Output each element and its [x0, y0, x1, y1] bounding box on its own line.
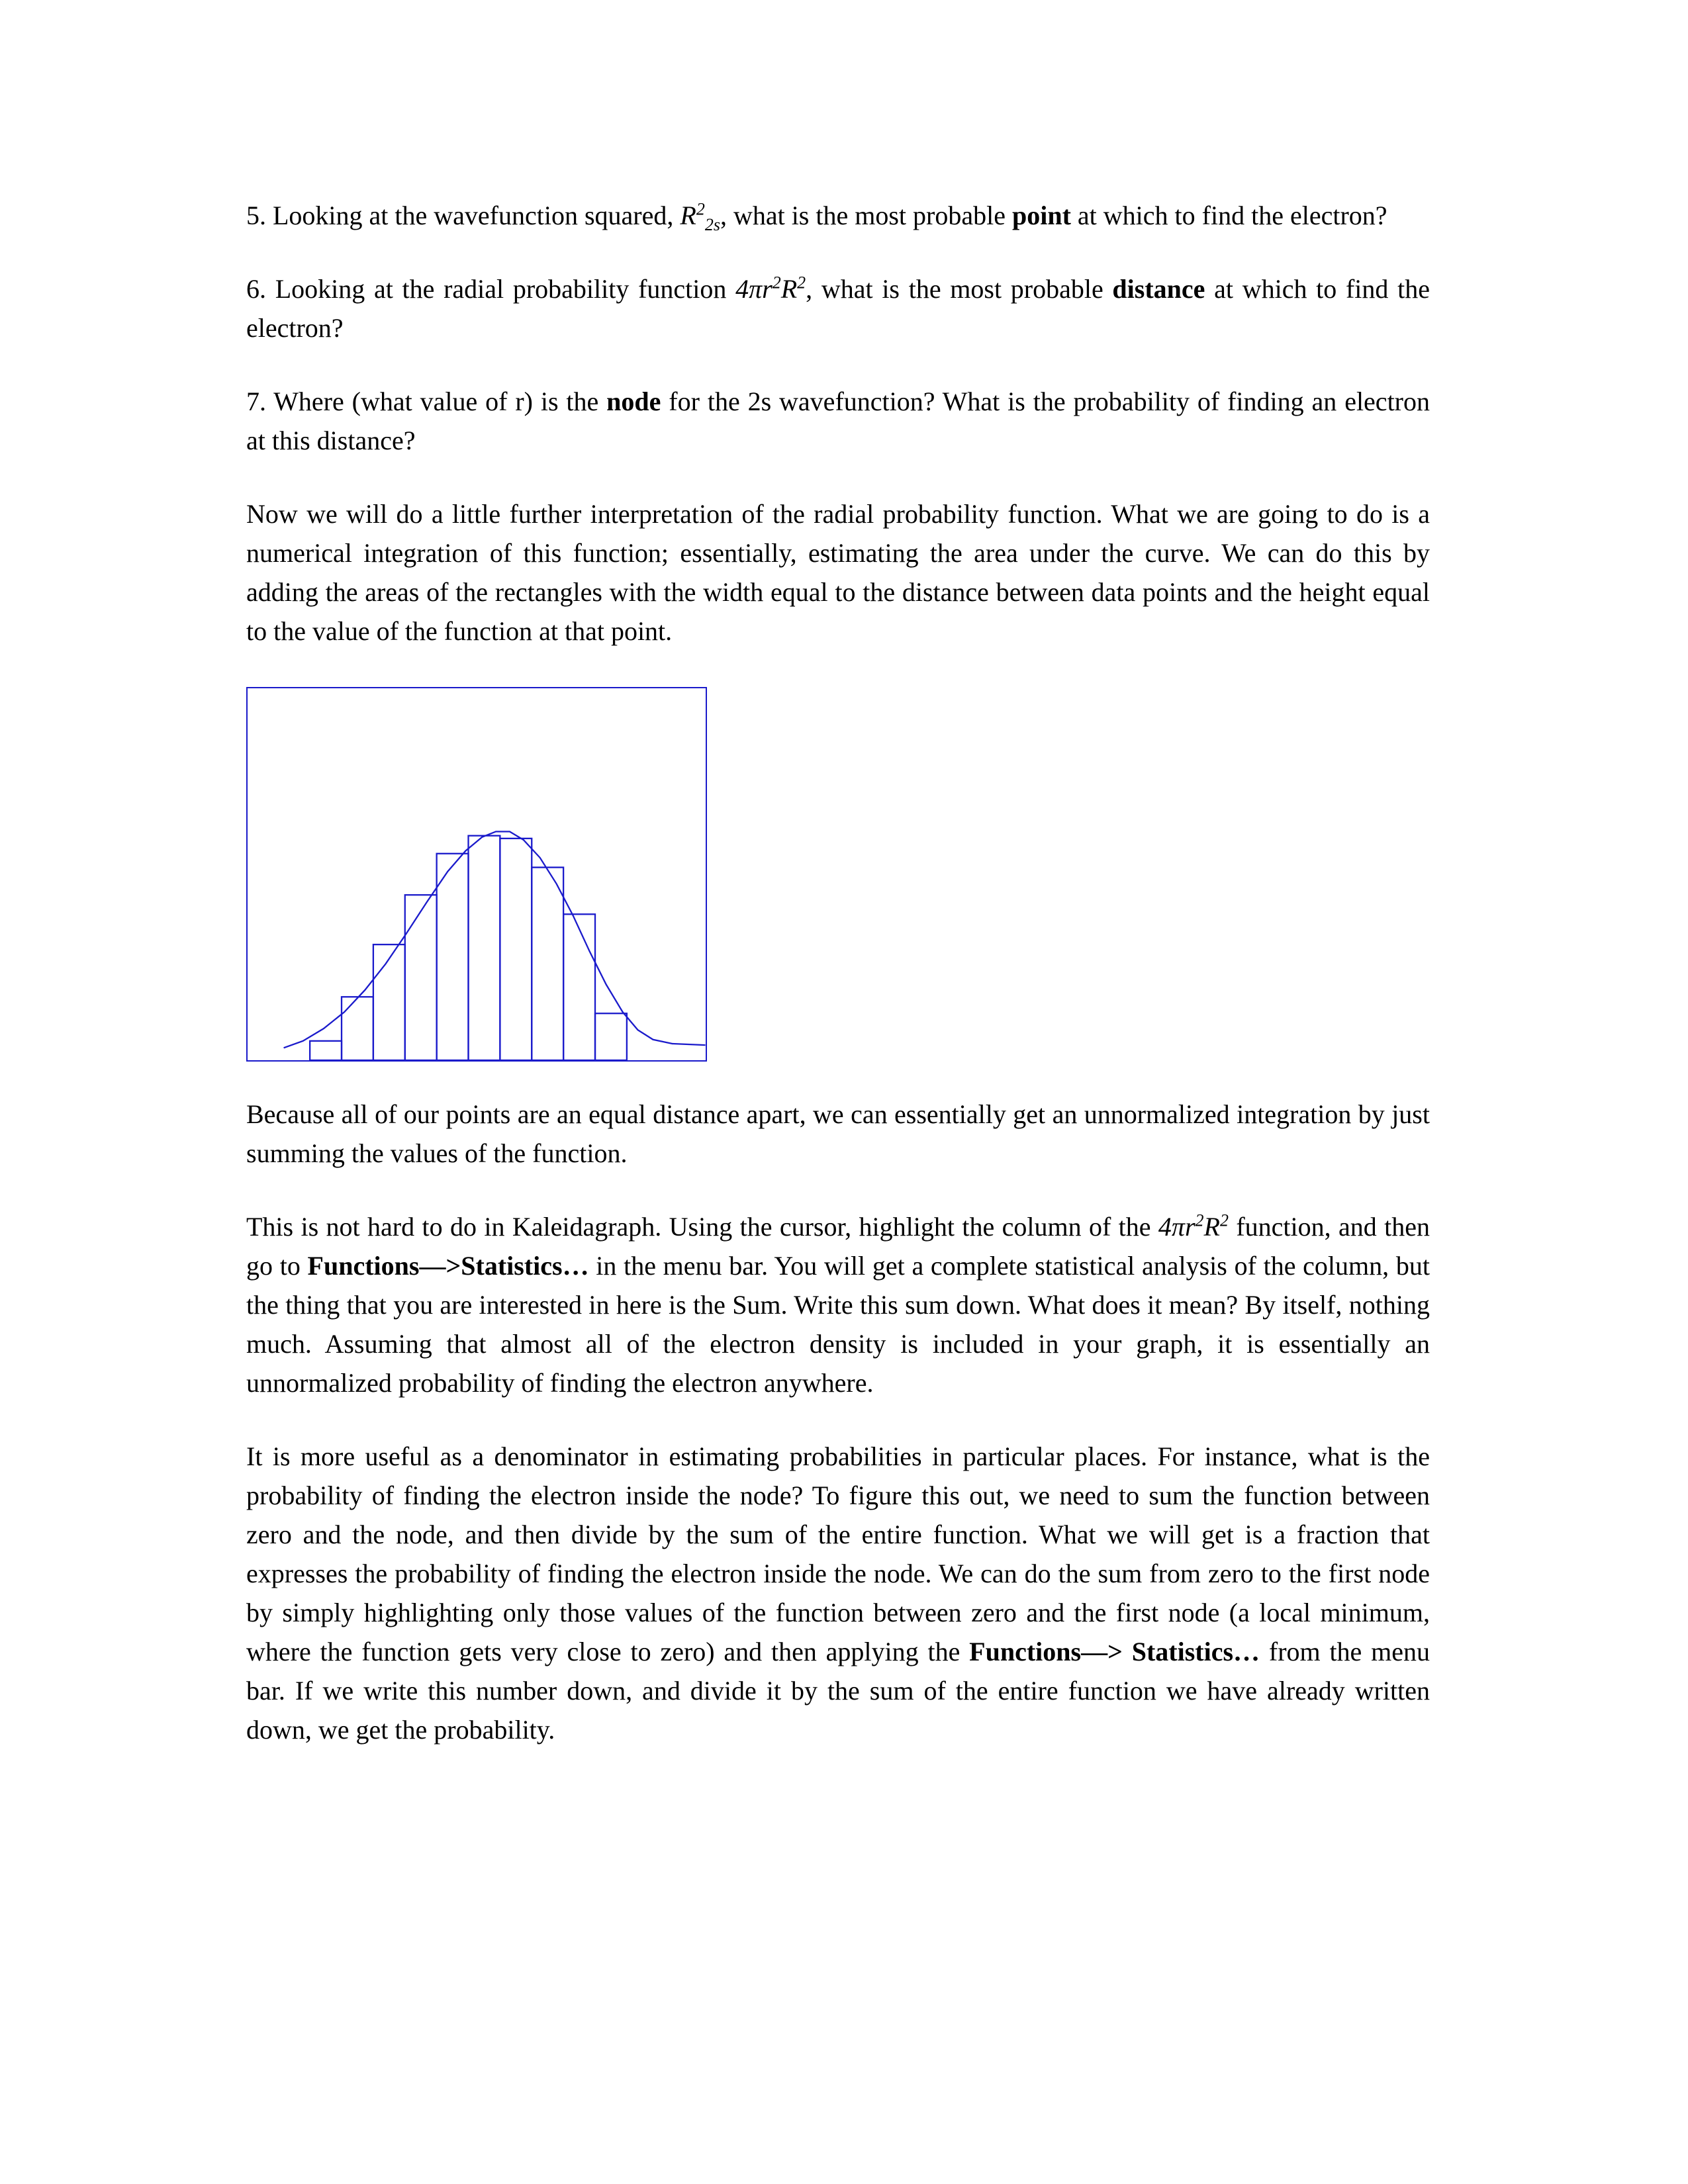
- integration-bar: [373, 944, 405, 1060]
- integration-bar: [532, 868, 563, 1060]
- integration-figure: [246, 687, 1430, 1062]
- integration-bar: [500, 839, 532, 1060]
- paragraph-kaleidagraph: This is not hard to do in Kaleidagraph. Using the cursor, highlight the column of the $4\pi r^2R^2$ function, and then go to Functions—>Statistics… in the menu bar. You will get a complete statistical analysis of the column, but the thing that you are interested in here is the Sum. Write this sum down. What does it mean? By itself, nothing much. Assuming that almost all of the electron density is included in your graph, it is essentially an unnormalized probability of finding the electron anywhere.: [246, 1210, 1430, 1398]
- integration-bar: [469, 836, 500, 1060]
- integration-bar: [342, 997, 373, 1060]
- integration-bar: [310, 1041, 342, 1060]
- integration-bar: [563, 914, 595, 1060]
- question-5: 5. Looking at the wavefunction squared, $R^2_{2s}$, what is the most probable point at which to find the electron?: [246, 199, 1387, 234]
- question-7: 7. Where (what value of r) is the node for the 2s wavefunction? What is the probability of finding an electron at this distance?: [246, 387, 1430, 455]
- paragraph-equal-distance: Because all of our points are an equal distance apart, we can essentially get an unnormalized integration by just summing the values of the function.: [246, 1099, 1430, 1168]
- integration-bar: [405, 895, 437, 1060]
- integration-figure-svg: [246, 687, 707, 1062]
- paragraph-integration-intro: Now we will do a little further interpretation of the radial probability function. What we are going to do is a numerical integration of this function; essentially, estimating the area under the curve. We can do this by adding the areas of the rectangles with the width equal to the distance between data points and the height equal to the value of the function at that point.: [246, 499, 1430, 646]
- integration-bar: [437, 854, 469, 1060]
- question-6: 6. Looking at the radial probability function $4\pi r^2R^2$, what is the most probable distance at which to find the electron?: [246, 273, 1430, 343]
- integration-bar: [595, 1013, 627, 1060]
- radial-probability-curve: [284, 831, 706, 1048]
- paragraph-node-probability: It is more useful as a denominator in estimating probabilities in particular places. For instance, what is the probability of finding the electron inside the node? To figure this out, we need to sum the function between zero and the node, and then divide by the sum of the entire function. What we will get is a fraction that expresses the probability of finding the electron inside the node. We can do the sum from zero to the first node by simply highlighting only those values of the function between zero and the first node (a local minimum, where the function gets very close to zero) and then applying the Functions—> Statistics… from the menu bar. If we write this number down, and divide it by the sum of the entire function we have already written down, we get the probability.: [246, 1441, 1430, 1745]
